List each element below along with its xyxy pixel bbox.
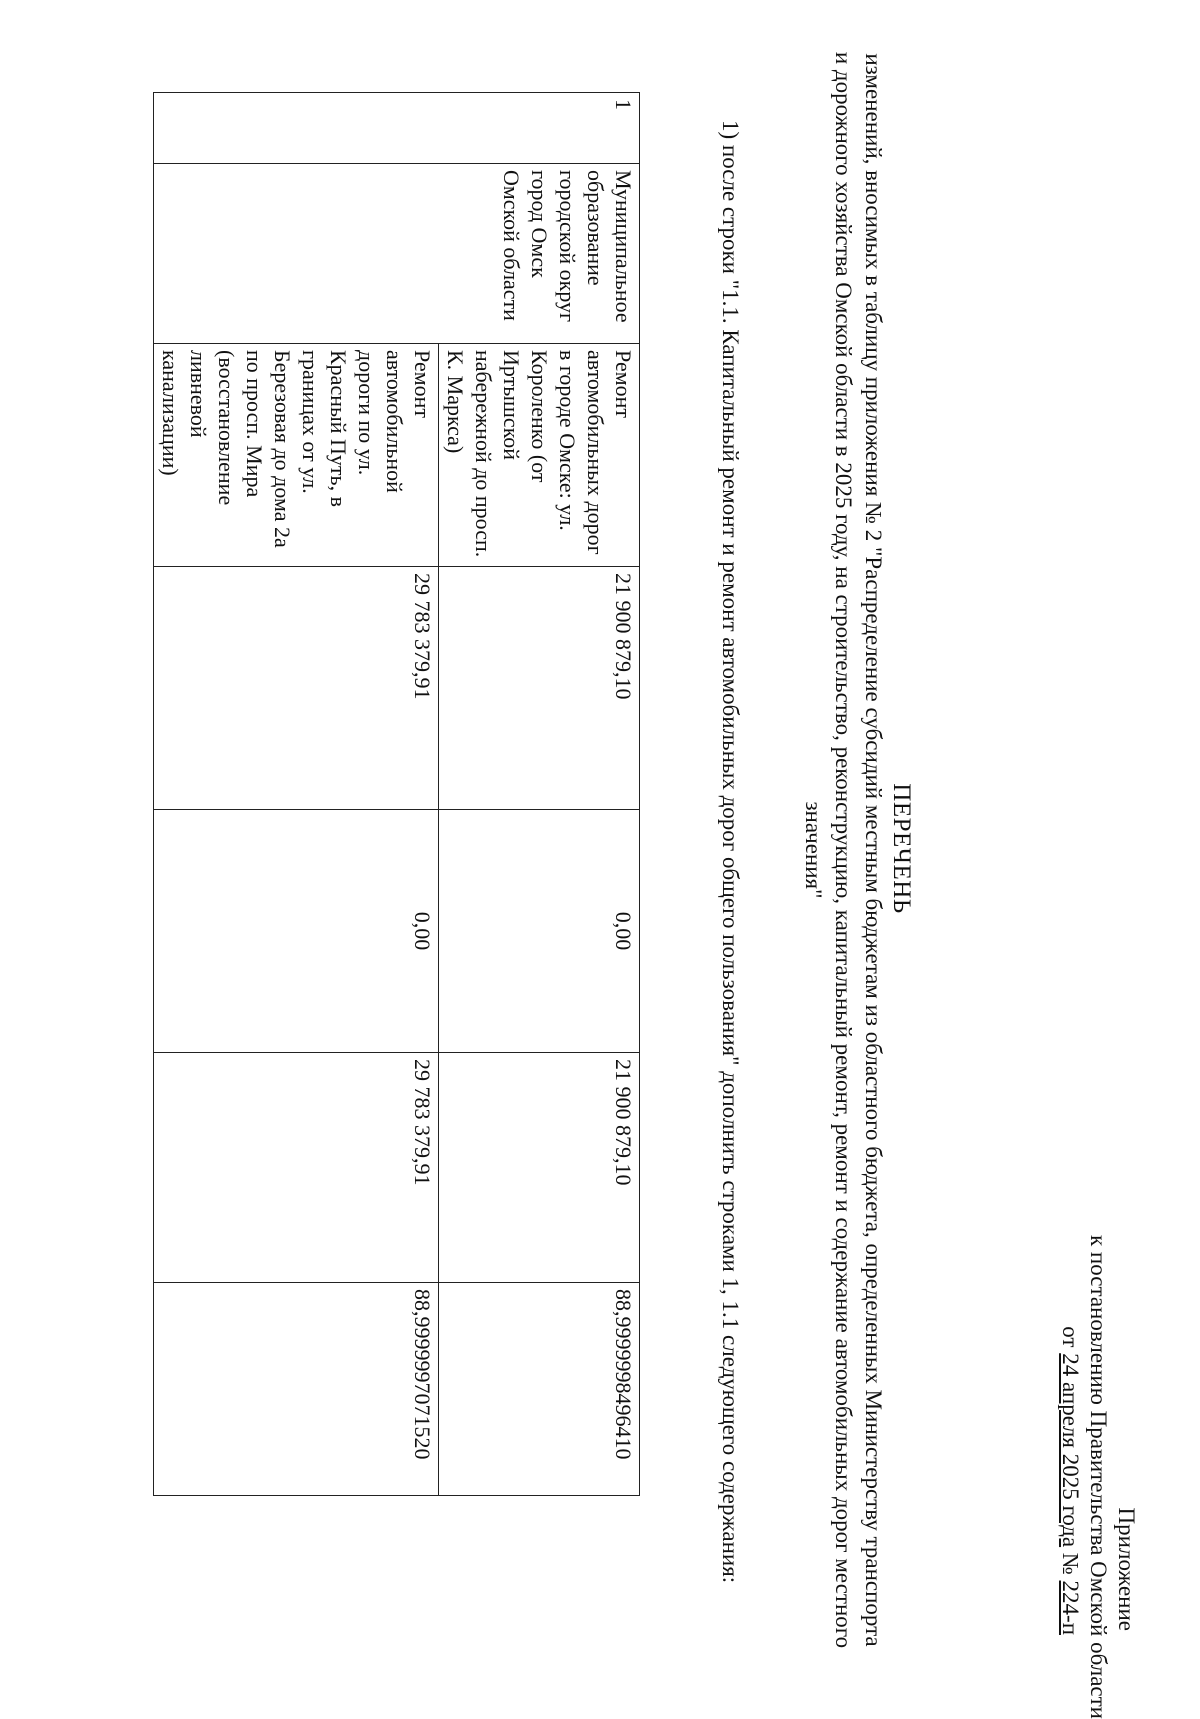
subsidy-cell: 29 783 379,91 — [154, 1053, 439, 1283]
table-row — [439, 93, 640, 1496]
appendix-block — [1056, 1235, 1140, 1719]
document-title: ПЕРЕЧЕНЬ — [888, 783, 915, 914]
appendix-resolution: к постановлению Правительства Омской области — [1086, 1235, 1111, 1719]
zero-cell: 0,00 — [439, 810, 640, 1053]
date-prefix: от — [1058, 1326, 1083, 1354]
percent-cell: 88,9999997071520 — [154, 1283, 439, 1496]
number-sign: № — [1058, 1547, 1083, 1581]
intro-paragraph: 1) после строки "1.1. Капитальный ремонт и ремонт автомобильных дорог общего пользования" дополнить строками 1, 1.1 следующего содержания: — [718, 120, 743, 1584]
row-number: 1 — [154, 93, 640, 164]
appendix-date-line — [1056, 1235, 1084, 1635]
changes-table — [153, 92, 640, 1496]
appendix-label: Приложение — [1114, 1507, 1139, 1631]
resolution-date: 24 апреля 2025 года — [1058, 1353, 1083, 1548]
object-cell: Ремонт автомобильной дороги по ул. Красный Путь, в границах от ул. Березовая до дома 2а по просп. Мира (восстановление ливневой канализации) — [154, 344, 439, 567]
subsidy-cell: 21 900 879,10 — [439, 1053, 640, 1283]
object-cell: Ремонт автомобильных дорог в городе Омске: ул. Короленко (от Иртышской набережной до просп. К. Маркса) — [439, 344, 640, 567]
document-subtitle: изменений, вносимых в таблицу приложения № 2 "Распределение субсидий местным бюджетам из областного бюджета, определенных Министерству транспорта и дорожного хозяйства Омской области в 2025 году, на строительство, реконструкцию, капитальный ремонт, ремонт и содержание автомобильных дорог местного значения" — [801, 51, 886, 1649]
total-cell: 21 900 879,10 — [439, 567, 640, 810]
resolution-number: 224-п — [1058, 1580, 1083, 1635]
zero-cell: 0,00 — [154, 810, 439, 1053]
percent-cell: 88,9999998496410 — [439, 1283, 640, 1496]
total-cell: 29 783 379,91 — [154, 567, 439, 810]
municipality-cell: Муниципальное образование городской округ город Омск Омской области — [154, 164, 640, 344]
